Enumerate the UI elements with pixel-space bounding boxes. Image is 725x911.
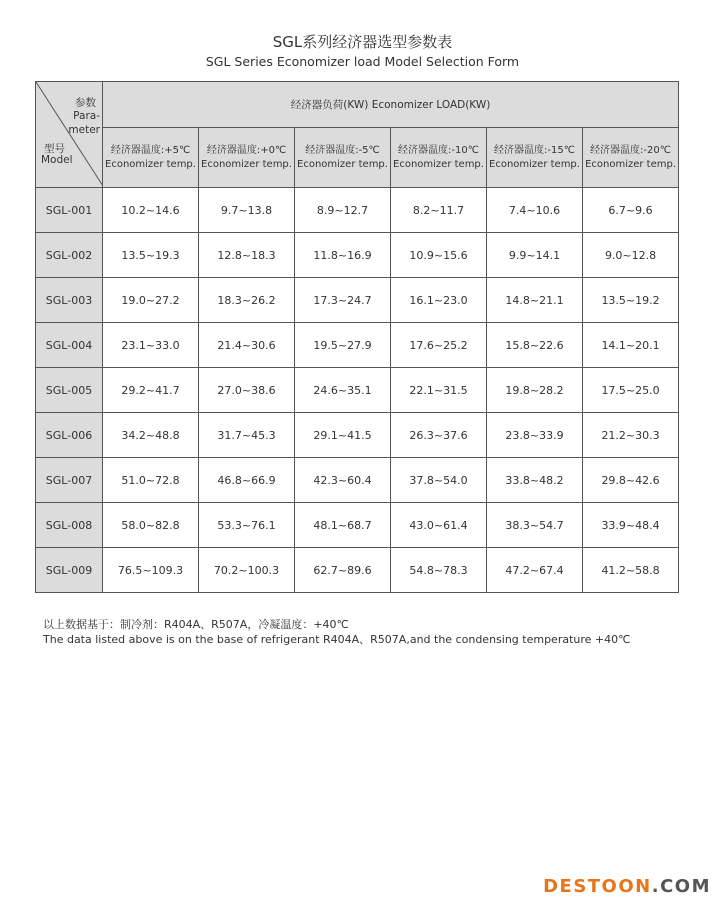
value-cell: 23.8~33.9 <box>487 413 583 458</box>
table-row <box>36 368 679 413</box>
page-title-cn: SGL系列经济器选型参数表 <box>272 33 453 51</box>
model-cell: SGL-009 <box>36 548 103 593</box>
value-cell: 58.0~82.8 <box>103 503 199 548</box>
value-cell: 17.5~25.0 <box>583 368 679 413</box>
temp-header-en: Economizer temp. <box>201 158 292 170</box>
table-row <box>36 323 679 368</box>
temp-header-cn: 经济器温度:-5℃ <box>305 144 380 156</box>
corner-param-label-cn: 参数 <box>75 97 96 109</box>
watermark-part-2: .COM <box>651 876 711 897</box>
value-cell: 12.8~18.3 <box>199 233 295 278</box>
value-cell: 18.3~26.2 <box>199 278 295 323</box>
value-cell: 26.3~37.6 <box>391 413 487 458</box>
corner-param-label-en-1: Para- <box>73 110 100 122</box>
page-title-en: SGL Series Economizer load Model Selection Form <box>205 54 520 69</box>
value-cell: 48.1~68.7 <box>295 503 391 548</box>
temp-header-en: Economizer temp. <box>489 158 580 170</box>
value-cell: 29.1~41.5 <box>295 413 391 458</box>
corner-model-label-cn: 型号 <box>44 143 65 155</box>
value-cell: 54.8~78.3 <box>391 548 487 593</box>
value-cell: 8.9~12.7 <box>295 188 391 233</box>
table-row <box>36 413 679 458</box>
corner-model-label-en: Model <box>41 154 73 166</box>
model-cell: SGL-003 <box>36 278 103 323</box>
value-cell: 34.2~48.8 <box>103 413 199 458</box>
model-cell: SGL-005 <box>36 368 103 413</box>
value-cell: 47.2~67.4 <box>487 548 583 593</box>
temp-header-cn: 经济器温度:+0℃ <box>206 144 287 156</box>
value-cell: 21.4~30.6 <box>199 323 295 368</box>
table-row <box>36 503 679 548</box>
selection-table <box>35 81 679 593</box>
value-cell: 43.0~61.4 <box>391 503 487 548</box>
temp-header-cell <box>487 128 583 188</box>
model-cell: SGL-001 <box>36 188 103 233</box>
value-cell: 51.0~72.8 <box>103 458 199 503</box>
value-cell: 17.3~24.7 <box>295 278 391 323</box>
model-cell: SGL-004 <box>36 323 103 368</box>
temp-header-en: Economizer temp. <box>393 158 484 170</box>
value-cell: 41.2~58.8 <box>583 548 679 593</box>
value-cell: 19.0~27.2 <box>103 278 199 323</box>
temp-header-cn: 经济器温度:-15℃ <box>494 144 575 156</box>
value-cell: 29.2~41.7 <box>103 368 199 413</box>
temp-header-en: Economizer temp. <box>297 158 388 170</box>
corner-header-cell <box>36 82 103 188</box>
temp-header-cell <box>199 128 295 188</box>
value-cell: 33.9~48.4 <box>583 503 679 548</box>
value-cell: 15.8~22.6 <box>487 323 583 368</box>
table-row <box>36 458 679 503</box>
model-cell: SGL-006 <box>36 413 103 458</box>
value-cell: 8.2~11.7 <box>391 188 487 233</box>
value-cell: 6.7~9.6 <box>583 188 679 233</box>
value-cell: 53.3~76.1 <box>199 503 295 548</box>
temp-header-cn: 经济器温度:+5℃ <box>110 144 191 156</box>
table-row <box>36 188 679 233</box>
temp-header-en: Economizer temp. <box>585 158 677 170</box>
destoon-watermark-logo <box>543 876 711 897</box>
value-cell: 21.2~30.3 <box>583 413 679 458</box>
value-cell: 62.7~89.6 <box>295 548 391 593</box>
footnote-cn: 以上数据基于：制冷剂：R404A、R507A，冷凝温度：+40℃ <box>43 618 349 631</box>
value-cell: 17.6~25.2 <box>391 323 487 368</box>
value-cell: 11.8~16.9 <box>295 233 391 278</box>
value-cell: 9.7~13.8 <box>199 188 295 233</box>
value-cell: 37.8~54.0 <box>391 458 487 503</box>
model-cell: SGL-008 <box>36 503 103 548</box>
watermark-part-1: DESTOON <box>543 876 652 897</box>
temp-header-cell <box>583 128 679 188</box>
value-cell: 27.0~38.6 <box>199 368 295 413</box>
value-cell: 29.8~42.6 <box>583 458 679 503</box>
value-cell: 9.9~14.1 <box>487 233 583 278</box>
value-cell: 13.5~19.2 <box>583 278 679 323</box>
model-cell: SGL-002 <box>36 233 103 278</box>
value-cell: 16.1~23.0 <box>391 278 487 323</box>
temp-header-cn: 经济器温度:-20℃ <box>590 144 671 156</box>
temp-header-cell <box>391 128 487 188</box>
value-cell: 24.6~35.1 <box>295 368 391 413</box>
value-cell: 9.0~12.8 <box>583 233 679 278</box>
footnote-en: The data listed above is on the base of refrigerant R404A、R507A,and the condensing temperature +40℃ <box>43 633 631 646</box>
value-cell: 13.5~19.3 <box>103 233 199 278</box>
value-cell: 23.1~33.0 <box>103 323 199 368</box>
value-cell: 70.2~100.3 <box>199 548 295 593</box>
temp-header-cn: 经济器温度:-10℃ <box>398 144 479 156</box>
temp-header-cell <box>103 128 199 188</box>
value-cell: 14.1~20.1 <box>583 323 679 368</box>
table-row <box>36 278 679 323</box>
value-cell: 33.8~48.2 <box>487 458 583 503</box>
value-cell: 19.5~27.9 <box>295 323 391 368</box>
value-cell: 31.7~45.3 <box>199 413 295 458</box>
value-cell: 7.4~10.6 <box>487 188 583 233</box>
value-cell: 42.3~60.4 <box>295 458 391 503</box>
temp-header-cell <box>295 128 391 188</box>
table-row <box>36 548 679 593</box>
load-header: 经济器负荷(KW) Economizer LOAD(KW) <box>103 82 679 128</box>
temp-header-en: Economizer temp. <box>105 158 196 170</box>
corner-param-label-en-2: meter <box>68 124 100 136</box>
value-cell: 14.8~21.1 <box>487 278 583 323</box>
value-cell: 19.8~28.2 <box>487 368 583 413</box>
table-row <box>36 233 679 278</box>
model-cell: SGL-007 <box>36 458 103 503</box>
value-cell: 38.3~54.7 <box>487 503 583 548</box>
value-cell: 22.1~31.5 <box>391 368 487 413</box>
value-cell: 10.2~14.6 <box>103 188 199 233</box>
value-cell: 46.8~66.9 <box>199 458 295 503</box>
value-cell: 10.9~15.6 <box>391 233 487 278</box>
value-cell: 76.5~109.3 <box>103 548 199 593</box>
